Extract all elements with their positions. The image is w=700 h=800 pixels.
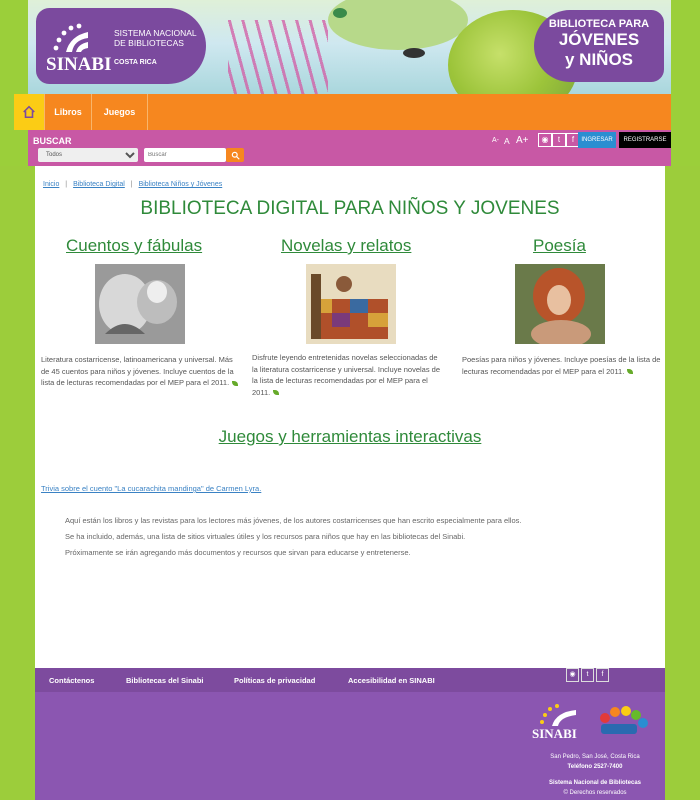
- leaf-icon[interactable]: [232, 381, 238, 386]
- home-icon: [22, 105, 36, 119]
- main-content: [35, 166, 665, 668]
- logo-name: SINABI: [46, 54, 112, 75]
- poesia-heading-link[interactable]: Poesía: [533, 236, 586, 255]
- sinabi-logo-icon: [538, 702, 578, 728]
- footer: [35, 692, 665, 800]
- novelas-description-text: Disfrute leyendo entretenidas novelas seleccionadas de la literatura costarricense y universal. Incluye novelas de la lista de lecturas recomendadas por el MEP para el 2011.: [252, 353, 441, 397]
- footer-link-bibliotecas[interactable]: Bibliotecas del Sinabi: [126, 676, 204, 685]
- breadcrumb-separator: |: [65, 181, 68, 188]
- rss-icon: ◉: [569, 671, 576, 678]
- footer-sinabi-logo[interactable]: [530, 702, 580, 742]
- games-heading-link[interactable]: Juegos y herramientas interactivas: [218, 427, 482, 446]
- poesia-description: [462, 354, 662, 377]
- cuentos-image[interactable]: [95, 264, 185, 344]
- footer-link-contactenos[interactable]: Contáctenos: [49, 676, 95, 685]
- footer-twitter-button[interactable]: [581, 668, 594, 682]
- novelas-description: [252, 352, 442, 398]
- rss-icon: ◉: [541, 135, 549, 144]
- cuentos-description: [41, 354, 241, 389]
- intro-paragraph: Próximamente se irán agregando más documentos y recursos que sirvan para educarse y entretenerse.: [65, 548, 411, 557]
- footer-rss-button[interactable]: [566, 668, 579, 682]
- games-heading: [35, 427, 665, 447]
- badge-line3: y NIÑOS: [564, 50, 634, 69]
- login-button[interactable]: INGRESAR: [578, 132, 616, 148]
- search-button[interactable]: [226, 148, 244, 162]
- leaf-icon[interactable]: [627, 369, 633, 374]
- page-title: BIBLIOTECA DIGITAL PARA NIÑOS Y JOVENES: [140, 198, 560, 219]
- biblioteca-badge[interactable]: [534, 10, 664, 82]
- intro-paragraph: Se ha incluido, además, una lista de sitios virtuales útiles y los recursos para niños que hay en las bibliotecas del Sinabi.: [65, 532, 466, 541]
- font-normal-button[interactable]: A: [504, 136, 510, 146]
- poesia-description-text: Poesías para niños y jóvenes. Incluye poesías de la lista de lecturas recomendadas por el MEP para el 2011.: [462, 355, 661, 376]
- footer-address-block: [495, 752, 695, 798]
- footer-logo-name: SINABI: [532, 726, 577, 741]
- intro-paragraph: Aquí están los libros y las revistas para los lectores más jóvenes, de los autores costarricenses que han escrito especialmente para ellos.: [65, 516, 522, 525]
- breadcrumb: [43, 181, 222, 188]
- novelas-image[interactable]: [306, 264, 396, 344]
- twitter-button[interactable]: [552, 133, 566, 147]
- breadcrumb-separator: |: [130, 181, 133, 188]
- main-nav: [14, 94, 671, 130]
- footer-link-privacidad[interactable]: Políticas de privacidad: [234, 676, 316, 685]
- footer-org: Sistema Nacional de Bibliotecas: [548, 780, 642, 786]
- home-button[interactable]: [14, 94, 45, 130]
- twitter-icon: t: [557, 135, 561, 144]
- search-label: BUSCAR: [33, 136, 72, 146]
- right-green-band: [665, 166, 700, 800]
- nav-item-libros[interactable]: Libros: [45, 94, 92, 130]
- footer-link-accesibilidad[interactable]: Accesibilidad en SINABI: [348, 676, 435, 685]
- footer-phone: Teléfono 2527-7400: [567, 764, 623, 770]
- sinabi-logo-icon: [50, 18, 90, 58]
- culture-logo-image[interactable]: [593, 702, 651, 742]
- cuentos-description-text: Literatura costarricense, latinoamericana y universal. Más de 45 cuentos para niños y jóvenes. Incluye cuentos de la lista de lecturas recomendadas por el MEP para el 2011.: [41, 355, 234, 387]
- footer-rights: © Derechos reservados: [563, 790, 627, 796]
- banner-seaweed: [228, 20, 328, 96]
- poesia-image[interactable]: [515, 264, 605, 344]
- banner-art: [328, 0, 468, 50]
- fish-image: [403, 48, 425, 58]
- sinabi-logo[interactable]: [36, 8, 206, 84]
- logo-subtitle: SISTEMA NACIONAL DE BIBLIOTECAS: [114, 28, 197, 48]
- breadcrumb-biblioteca-digital[interactable]: Biblioteca Digital: [73, 181, 125, 188]
- left-green-band: [0, 166, 33, 800]
- nav-item-juegos[interactable]: Juegos: [92, 94, 148, 130]
- badge-line1: BIBLIOTECA PARA: [548, 18, 650, 30]
- facebook-icon: f: [601, 671, 604, 678]
- font-increase-button[interactable]: A+: [516, 135, 529, 146]
- register-button[interactable]: REGISTRARSE: [619, 132, 671, 148]
- fish-image: [333, 8, 347, 18]
- footer-nav: [35, 668, 665, 692]
- trivia-link[interactable]: Trivia sobre el cuento "La cucarachita mandinga" de Carmen Lyra.: [41, 484, 262, 493]
- rss-button[interactable]: [538, 133, 552, 147]
- novelas-heading-link[interactable]: Novelas y relatos: [281, 236, 412, 255]
- search-input[interactable]: [144, 148, 226, 162]
- search-category-select[interactable]: [38, 148, 138, 162]
- badge-line2: JÓVENES: [558, 30, 640, 49]
- search-bar: [28, 130, 671, 166]
- facebook-icon: f: [571, 135, 575, 144]
- twitter-icon: t: [586, 671, 589, 678]
- breadcrumb-inicio[interactable]: Inicio: [43, 181, 60, 188]
- font-decrease-button[interactable]: A-: [492, 137, 499, 144]
- search-icon: [231, 151, 240, 160]
- footer-facebook-button[interactable]: [596, 668, 609, 682]
- footer-address: San Pedro, San José, Costa Rica: [550, 754, 640, 760]
- breadcrumb-current[interactable]: Biblioteca Niños y Jóvenes: [138, 181, 223, 188]
- leaf-icon[interactable]: [273, 390, 279, 395]
- cuentos-heading-link[interactable]: Cuentos y fábulas: [66, 236, 203, 255]
- logo-country: COSTA RICA: [114, 59, 157, 66]
